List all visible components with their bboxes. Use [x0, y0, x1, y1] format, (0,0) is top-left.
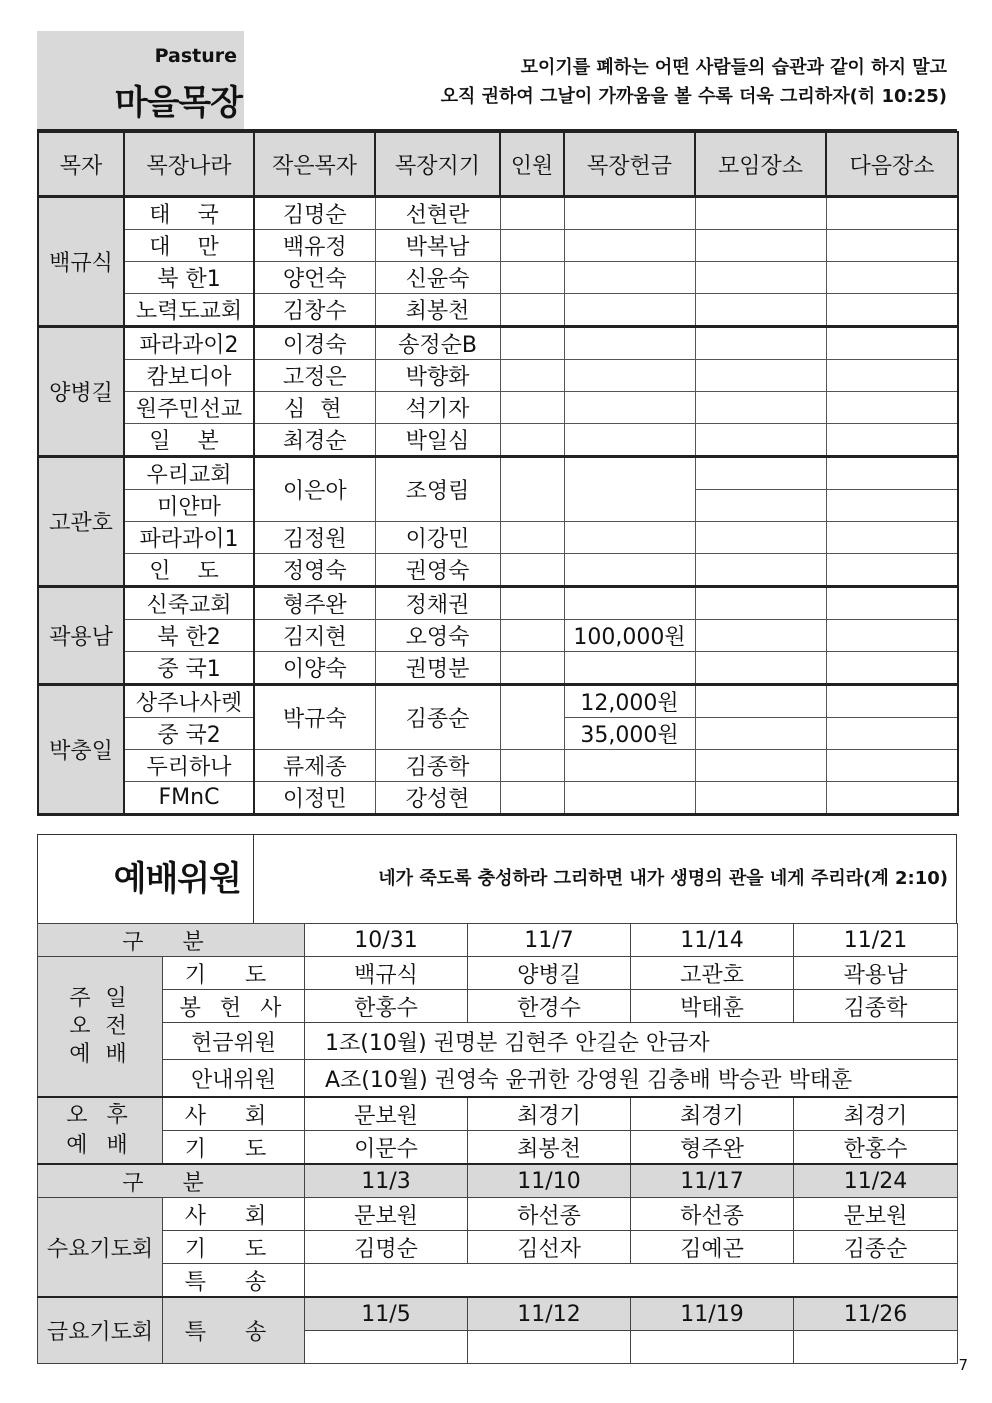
usher-label: 안내위원: [163, 1060, 305, 1098]
table-row: [38, 327, 958, 360]
col-meeting-place: 모임장소: [695, 132, 826, 197]
attendance-cell[interactable]: [500, 392, 564, 424]
offering-cell[interactable]: 35,000원: [564, 718, 695, 750]
next-place-cell[interactable]: [826, 327, 958, 360]
attendance-cell[interactable]: [500, 620, 564, 652]
table-row: [38, 782, 958, 815]
table-row: [38, 587, 958, 620]
small-pastor: 김지현: [254, 620, 375, 652]
small-pastor: 이경숙: [254, 327, 375, 360]
table-row: [38, 197, 958, 230]
morning-prayer-row: [38, 957, 958, 990]
page-number: 7: [958, 1356, 968, 1374]
offering-cell[interactable]: [564, 782, 695, 815]
offerer-row: [38, 990, 958, 1023]
small-pastor: 김창수: [254, 294, 375, 327]
name-cell: 최경기: [468, 1097, 631, 1131]
name-cell: 박태훈: [631, 990, 794, 1023]
name-cell: 문보원: [305, 1097, 468, 1131]
table-row: [38, 750, 958, 782]
meeting-place-cell[interactable]: [695, 718, 826, 750]
name-cell: 문보원: [794, 1198, 958, 1231]
date-cell: 11/19: [631, 1297, 794, 1331]
name-cell: 하선종: [631, 1198, 794, 1231]
nation: 우리교회: [124, 457, 254, 490]
pastor-name: 양병길: [38, 327, 124, 457]
sunday-morning-label: [38, 957, 163, 1098]
next-place-cell[interactable]: [826, 685, 958, 718]
pasture-header: [37, 31, 957, 131]
nation: 파라과이1: [124, 522, 254, 554]
small-pastor: 심 현: [254, 392, 375, 424]
meeting-place-cell[interactable]: [695, 652, 826, 685]
host-label: 사 회: [163, 1198, 305, 1231]
meeting-place-cell[interactable]: [695, 327, 826, 360]
next-place-cell[interactable]: [826, 750, 958, 782]
meeting-place-cell[interactable]: [695, 685, 826, 718]
offering-cell[interactable]: [564, 457, 695, 522]
label-line: 오 후: [66, 1102, 134, 1128]
prayer-label: 기 도: [163, 1231, 305, 1264]
small-pastor: 양언숙: [254, 262, 375, 294]
name-cell: 한홍수: [794, 1131, 958, 1165]
small-pastor: 백유정: [254, 230, 375, 262]
small-pastor: 류제종: [254, 750, 375, 782]
offering-cell[interactable]: [564, 587, 695, 620]
offering-cell[interactable]: [564, 424, 695, 457]
table-row: [38, 262, 958, 294]
attendance-cell[interactable]: [500, 457, 564, 522]
col-keeper: 목장지기: [375, 132, 500, 197]
name-cell: 양병길: [468, 957, 631, 990]
nation: 신죽교회: [124, 587, 254, 620]
meeting-place-cell[interactable]: [695, 522, 826, 554]
attendance-cell[interactable]: [500, 652, 564, 685]
attendance-cell[interactable]: [500, 587, 564, 620]
keeper: 강성현: [375, 782, 500, 815]
date-cell: 11/21: [794, 924, 958, 957]
keeper: 선현란: [375, 197, 500, 230]
pastor-name: 백규식: [38, 197, 124, 327]
col-offering: 목장헌금: [564, 132, 695, 197]
meeting-place-cell[interactable]: [695, 197, 826, 230]
friday-label: 금요기도회: [38, 1297, 163, 1364]
next-place-cell[interactable]: [826, 522, 958, 554]
meeting-place-cell[interactable]: [695, 587, 826, 620]
next-place-cell[interactable]: [826, 782, 958, 815]
special-song-cell[interactable]: [794, 1331, 958, 1364]
small-pastor: 형주완: [254, 587, 375, 620]
attendance-cell[interactable]: [500, 750, 564, 782]
label-line: 주 일: [69, 985, 131, 1011]
small-pastor: 이정민: [254, 782, 375, 815]
keeper: 송정순B: [375, 327, 500, 360]
name-cell: 한경수: [468, 990, 631, 1023]
table-row: [38, 457, 958, 490]
keeper: 박복남: [375, 230, 500, 262]
nation: 대 만: [124, 230, 254, 262]
name-cell: 김선자: [468, 1231, 631, 1264]
table-row: [38, 424, 958, 457]
host-label: 사 회: [163, 1097, 305, 1131]
attendance-cell[interactable]: [500, 782, 564, 815]
next-place-cell[interactable]: [826, 620, 958, 652]
keeper: 오영숙: [375, 620, 500, 652]
afternoon-host-row: [38, 1097, 958, 1131]
name-cell: 문보원: [305, 1198, 468, 1231]
table-row: [38, 554, 958, 587]
keeper: 권명분: [375, 652, 500, 685]
next-place-cell[interactable]: [826, 197, 958, 230]
offering-cell[interactable]: [564, 327, 695, 360]
nation: 캄보디아: [124, 360, 254, 392]
table-row: [38, 685, 958, 718]
offering-cell[interactable]: [564, 522, 695, 554]
col-small-pastor: 작은목자: [254, 132, 375, 197]
offering-cell[interactable]: [564, 294, 695, 327]
attendance-cell[interactable]: [500, 230, 564, 262]
prayer-label: 기 도: [163, 957, 305, 990]
pasture-verse: [257, 53, 947, 111]
division-label: 구 분: [38, 1164, 305, 1198]
wednesday-prayer-row: [38, 1231, 958, 1264]
date-cell: 11/10: [468, 1164, 631, 1198]
meeting-place-cell[interactable]: [695, 424, 826, 457]
special-song-cell[interactable]: [305, 1264, 958, 1298]
attendance-cell[interactable]: [500, 522, 564, 554]
meeting-place-cell[interactable]: [695, 360, 826, 392]
table-row: [38, 392, 958, 424]
attendance-cell[interactable]: [500, 262, 564, 294]
nation: 인 도: [124, 554, 254, 587]
keeper: 신윤숙: [375, 262, 500, 294]
meeting-place-cell[interactable]: [695, 490, 826, 522]
label-line: 예 배: [69, 1041, 131, 1067]
offering-cell[interactable]: [564, 750, 695, 782]
next-place-cell[interactable]: [826, 360, 958, 392]
pasture-header-row: [38, 132, 958, 197]
next-place-cell[interactable]: [826, 587, 958, 620]
date-cell: 11/24: [794, 1164, 958, 1198]
col-nation: 목장나라: [124, 132, 254, 197]
name-cell: 이문수: [305, 1131, 468, 1165]
small-pastor: 고정은: [254, 360, 375, 392]
pastor-name: 곽용남: [38, 587, 124, 685]
meeting-place-cell[interactable]: [695, 782, 826, 815]
offering-committee-row: [38, 1023, 958, 1060]
nation: 상주나사렛: [124, 685, 254, 718]
keeper: 권영숙: [375, 554, 500, 587]
special-song-cell[interactable]: [305, 1331, 468, 1364]
keeper: 박일심: [375, 424, 500, 457]
pastor-name: 고관호: [38, 457, 124, 587]
special-song-cell[interactable]: [631, 1331, 794, 1364]
pasture-table: [37, 131, 959, 816]
keeper: 박향화: [375, 360, 500, 392]
small-pastor: 정영숙: [254, 554, 375, 587]
keeper: 김종순: [375, 685, 500, 750]
ushers: A조(10월) 권영숙 윤귀한 강영원 김충배 박승관 박태훈: [305, 1060, 958, 1098]
col-pastor: 목자: [38, 132, 124, 197]
worship-title: 예배위원: [38, 835, 254, 923]
date-cell: 10/31: [305, 924, 468, 957]
pastor-name: 박충일: [38, 685, 124, 815]
date-cell: 11/7: [468, 924, 631, 957]
meeting-place-cell[interactable]: [695, 620, 826, 652]
meeting-place-cell[interactable]: [695, 750, 826, 782]
division-label: 구 분: [38, 924, 305, 957]
offering-cell[interactable]: [564, 652, 695, 685]
name-cell: 김명순: [305, 1231, 468, 1264]
name-cell: 김예곤: [631, 1231, 794, 1264]
nation: 북 한1: [124, 262, 254, 294]
offering-cell[interactable]: [564, 230, 695, 262]
meeting-place-cell[interactable]: [695, 262, 826, 294]
nation: 노력도교회: [124, 294, 254, 327]
nation: 두리하나: [124, 750, 254, 782]
nation: 북 한2: [124, 620, 254, 652]
small-pastor: 이은아: [254, 457, 375, 522]
nation: 중 국2: [124, 718, 254, 750]
table-row: [38, 522, 958, 554]
wednesday-label: 수요기도회: [38, 1198, 163, 1298]
date-cell: 11/5: [305, 1297, 468, 1331]
name-cell: 형주완: [631, 1131, 794, 1165]
name-cell: 곽용남: [794, 957, 958, 990]
keeper: 석기자: [375, 392, 500, 424]
attendance-cell[interactable]: [500, 424, 564, 457]
special-label: 특 송: [163, 1264, 305, 1298]
name-cell: 고관호: [631, 957, 794, 990]
offering-cell[interactable]: [564, 262, 695, 294]
col-attendance: 인원: [500, 132, 564, 197]
weekday-date-row: [38, 1164, 958, 1198]
attendance-cell[interactable]: [500, 294, 564, 327]
next-place-cell[interactable]: [826, 718, 958, 750]
meeting-place-cell[interactable]: [695, 392, 826, 424]
nation: FMnC: [124, 782, 254, 815]
meeting-place-cell[interactable]: [695, 554, 826, 587]
offering-cell[interactable]: 12,000원: [564, 685, 695, 718]
name-cell: 최봉천: [468, 1131, 631, 1165]
name-cell: 김종순: [794, 1231, 958, 1264]
next-place-cell[interactable]: [826, 424, 958, 457]
offering-cell[interactable]: 100,000원: [564, 620, 695, 652]
small-pastor: 이양숙: [254, 652, 375, 685]
offering-cell[interactable]: [564, 197, 695, 230]
attendance-cell[interactable]: [500, 197, 564, 230]
nation: 중 국1: [124, 652, 254, 685]
table-row: [38, 360, 958, 392]
sunday-date-row: [38, 924, 958, 957]
afternoon-prayer-row: [38, 1131, 958, 1165]
meeting-place-cell[interactable]: [695, 230, 826, 262]
keeper: 조영림: [375, 457, 500, 522]
verse-line-1: 모이기를 폐하는 어떤 사람들의 습관과 같이 하지 말고: [520, 57, 947, 78]
usher-row: [38, 1060, 958, 1098]
attendance-cell[interactable]: [500, 685, 564, 750]
offerer-label: 봉 헌 사: [163, 990, 305, 1023]
label-line: 오 전: [69, 1013, 131, 1039]
wednesday-host-row: [38, 1198, 958, 1231]
worship-header: [37, 834, 957, 924]
next-place-cell[interactable]: [826, 262, 958, 294]
table-row: [38, 620, 958, 652]
keeper: 최봉천: [375, 294, 500, 327]
date-cell: 11/12: [468, 1297, 631, 1331]
next-place-cell[interactable]: [826, 554, 958, 587]
small-pastor: 박규숙: [254, 685, 375, 750]
meeting-place-cell[interactable]: [695, 294, 826, 327]
small-pastor: 김명순: [254, 197, 375, 230]
nation: 일 본: [124, 424, 254, 457]
keeper: 정채권: [375, 587, 500, 620]
special-label: 특 송: [163, 1297, 305, 1364]
name-cell: 하선종: [468, 1198, 631, 1231]
offering-cell[interactable]: [564, 360, 695, 392]
name-cell: 한홍수: [305, 990, 468, 1023]
table-row: [38, 294, 958, 327]
friday-date-row: [38, 1297, 958, 1331]
nation: 태 국: [124, 197, 254, 230]
offering-committee-label: 헌금위원: [163, 1023, 305, 1060]
offering-committee: 1조(10월) 권명분 김현주 안길순 안금자: [305, 1023, 958, 1060]
offering-cell[interactable]: [564, 554, 695, 587]
table-row: [38, 230, 958, 262]
col-next-place: 다음장소: [826, 132, 958, 197]
name-cell: 최경기: [794, 1097, 958, 1131]
date-cell: 11/3: [305, 1164, 468, 1198]
date-cell: 11/17: [631, 1164, 794, 1198]
special-song-cell[interactable]: [468, 1331, 631, 1364]
date-cell: 11/14: [631, 924, 794, 957]
name-cell: 김종학: [794, 990, 958, 1023]
name-cell: 최경기: [631, 1097, 794, 1131]
wednesday-special-row: [38, 1264, 958, 1298]
attendance-cell[interactable]: [500, 554, 564, 587]
worship-verse: 네가 죽도록 충성하라 그리하면 내가 생명의 관을 네게 주리라(계 2:10): [378, 868, 948, 889]
next-place-cell[interactable]: [826, 652, 958, 685]
next-place-cell[interactable]: [826, 230, 958, 262]
attendance-cell[interactable]: [500, 360, 564, 392]
keeper: 이강민: [375, 522, 500, 554]
next-place-cell[interactable]: [826, 392, 958, 424]
nation: 원주민선교: [124, 392, 254, 424]
next-place-cell[interactable]: [826, 457, 958, 490]
pasture-title: 마을목장: [114, 83, 242, 123]
verse-line-2: 오직 권하여 그날이 가까움을 볼 수록 더욱 그리하자(히 10:25): [440, 86, 947, 107]
attendance-cell[interactable]: [500, 327, 564, 360]
prayer-label: 기 도: [163, 1131, 305, 1165]
worship-table: [37, 923, 958, 1364]
small-pastor: 김정원: [254, 522, 375, 554]
offering-cell[interactable]: [564, 392, 695, 424]
nation: 미얀마: [124, 490, 254, 522]
name-cell: 백규식: [305, 957, 468, 990]
afternoon-label: [38, 1097, 163, 1164]
table-row: [38, 652, 958, 685]
meeting-place-cell[interactable]: [695, 457, 826, 490]
date-cell: 11/26: [794, 1297, 958, 1331]
next-place-cell[interactable]: [826, 490, 958, 522]
nation: 파라과이2: [124, 327, 254, 360]
keeper: 김종학: [375, 750, 500, 782]
label-line: 예 배: [66, 1132, 134, 1158]
next-place-cell[interactable]: [826, 294, 958, 327]
pasture-subtitle: Pasture: [154, 45, 237, 67]
small-pastor: 최경순: [254, 424, 375, 457]
